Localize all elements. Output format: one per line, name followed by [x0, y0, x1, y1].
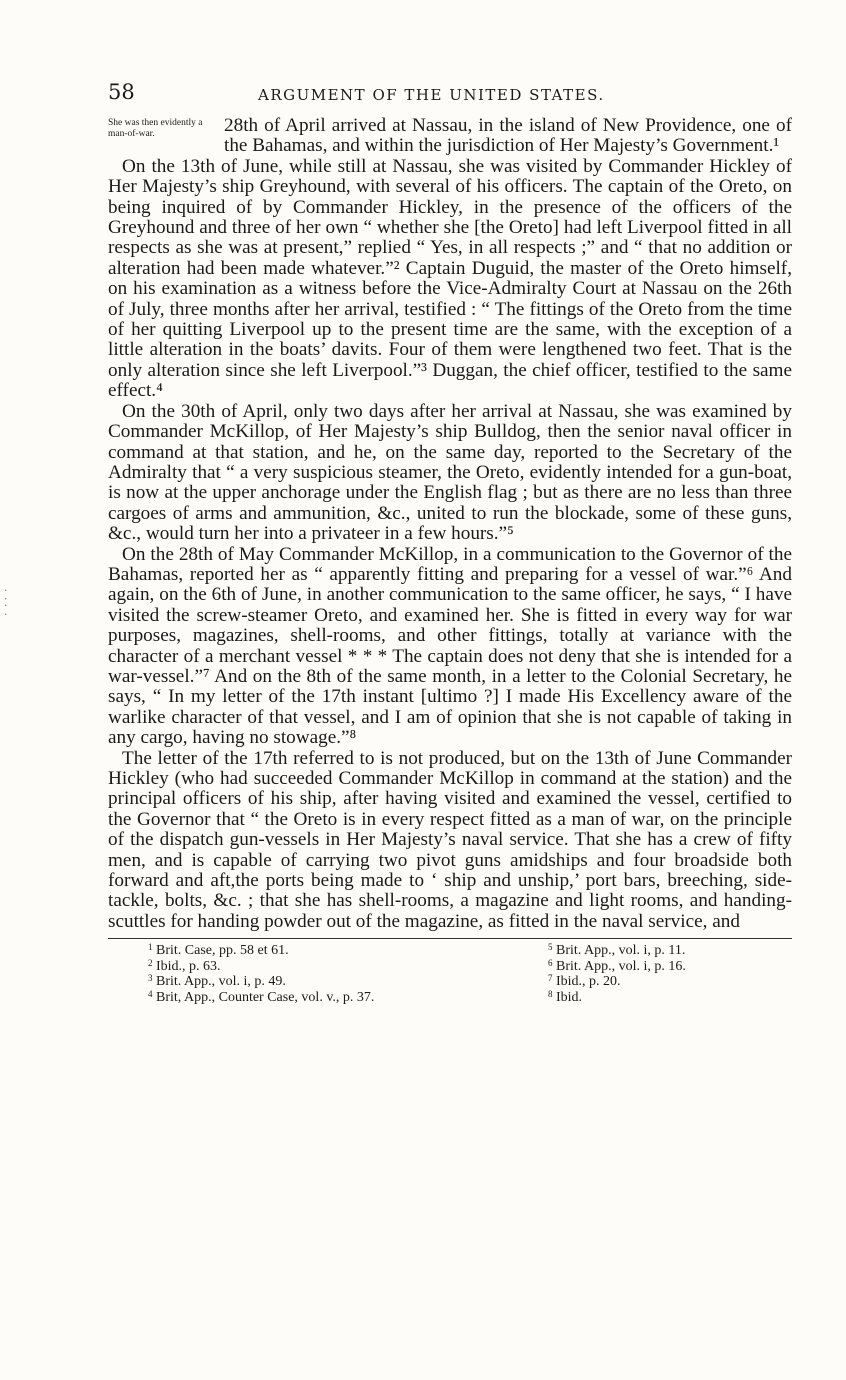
- body-text: [108, 116, 792, 932]
- footnote: $^6$ Brit. App., vol. i, p. 16.: [548, 957, 686, 974]
- paragraph: On the 30th of April, only two days after her arrival at Nassau, she was examined by Commander McKillop, of Her Majesty’s ship Bulldog, then the senior naval officer in command at that station, and he, on the same day, reported to the Secretary of the Admiralty that “ a very suspicious steamer, the Oreto, evidently intended for a gun-boat, is now at the upper anchorage under the English flag ; but as there are no less than three cargoes of arms and ammunition, &c., united to run the blockade, some of these guns, &c., would turn her into a privateer in a few hours.”⁵: [108, 400, 792, 545]
- footnote: $^3$ Brit. App., vol. i, p. 49.: [148, 973, 286, 990]
- footnotes-right-column: [538, 943, 792, 1005]
- paragraph-text: 28th of April arrived at Nassau, in the island of New Providence, one of the Bahamas, and within the jurisdiction of Her Majesty’s Government.¹: [224, 115, 792, 157]
- footnote: $^5$ Brit. App., vol. i, p. 11.: [548, 942, 686, 959]
- footnote: $^2$ Ibid., p. 63.: [148, 957, 221, 974]
- margin-specks: · ⁚ ·: [4, 584, 8, 621]
- paragraph: On the 28th of May Commander McKillop, in a communication to the Governor of the Bahamas, reported her as “ apparently fitting and preparing for a vessel of war.”⁶ And again, on the 6th of June, in another communication to the same officer, he says, “ I have visited the screw-steamer Oreto, and examined her. She is fitted in every way for war purposes, magazines, shell-rooms, and other fittings, totally at variance with the character of a merchant vessel * * * The captain does not deny that she is intended for a war-vessel.”⁷ And on the 8th of the same month, in a letter to the Colonial Secretary, he says, “ In my letter of the 17th instant [ultimo ?] I made His Excellency aware of the warlike character of that vessel, and I am of opinion that she is not capable of taking in any cargo, having no stowage.”⁸: [108, 543, 792, 749]
- footnote: $^4$ Brit, App., Counter Case, vol. v., p. 37.: [148, 988, 375, 1005]
- footnote: $^7$ Ibid., p. 20.: [548, 973, 621, 990]
- paragraph: [108, 116, 792, 157]
- paragraph: The letter of the 17th referred to is not produced, but on the 13th of June Commander Hickley (who had succeeded Commander McKillop in command at the station) and the principal officers of his ship, after having visited and examined the vessel, certified to the Governor that “ the Oreto is in every respect fitted as a man of war, on the principle of the dispatch gun-vessels in Her Majesty’s naval service. That she has a crew of fifty men, and is capable of carrying two pivot guns amidships and four broadside both forward and aft,the ports being made to ‘ ship and unship,’ port bars, breeching, side-tackle, bolts, &c. ; that she has shell-rooms, a magazine and light rooms, and handing-scuttles for handing powder out of the magazine, as fitted in the naval service, and: [108, 747, 792, 932]
- footnote: $^1$ Brit. Case, pp. 58 et 61.: [148, 942, 289, 959]
- paragraph: On the 13th of June, while still at Nassau, she was visited by Commander Hickley of Her Majesty’s ship Greyhound, with several of his officers. The captain of the Oreto, on being inquired of by Commander Hickley, in the presence of the officers of the Greyhound and three of her own “ whether she [the Oreto] had left Liverpool fitted in all respects as she was at present,” replied “ Yes, in all respects ;” and “ that no addition or alteration had been made whatever.”² Captain Duguid, the master of the Oreto himself, on his examination as a witness before the Vice-Admiralty Court at Nassau on the 26th of July, three months after her arrival, testified : “ The fittings of the Oreto from the time of her quitting Liverpool up to the present time are the same, with the exception of a little alteration in the boats’ davits. Four of them were lengthened two feet. That is the only alteration since she left Liverpool.”³ Duggan, the chief officer, testified to the same effect.⁴: [108, 155, 792, 402]
- footnote-rule: [108, 938, 792, 939]
- footnotes-left-column: [108, 943, 538, 1005]
- footnotes: [108, 943, 792, 1005]
- running-head: ARGUMENT OF THE UNITED STATES.: [258, 86, 605, 104]
- page: [108, 80, 792, 1005]
- page-number: 58: [108, 80, 135, 104]
- footnote: $^8$ Ibid.: [548, 988, 583, 1005]
- page-header: [108, 80, 792, 116]
- sidenote: She was then evidently a man-of-war.: [108, 118, 203, 139]
